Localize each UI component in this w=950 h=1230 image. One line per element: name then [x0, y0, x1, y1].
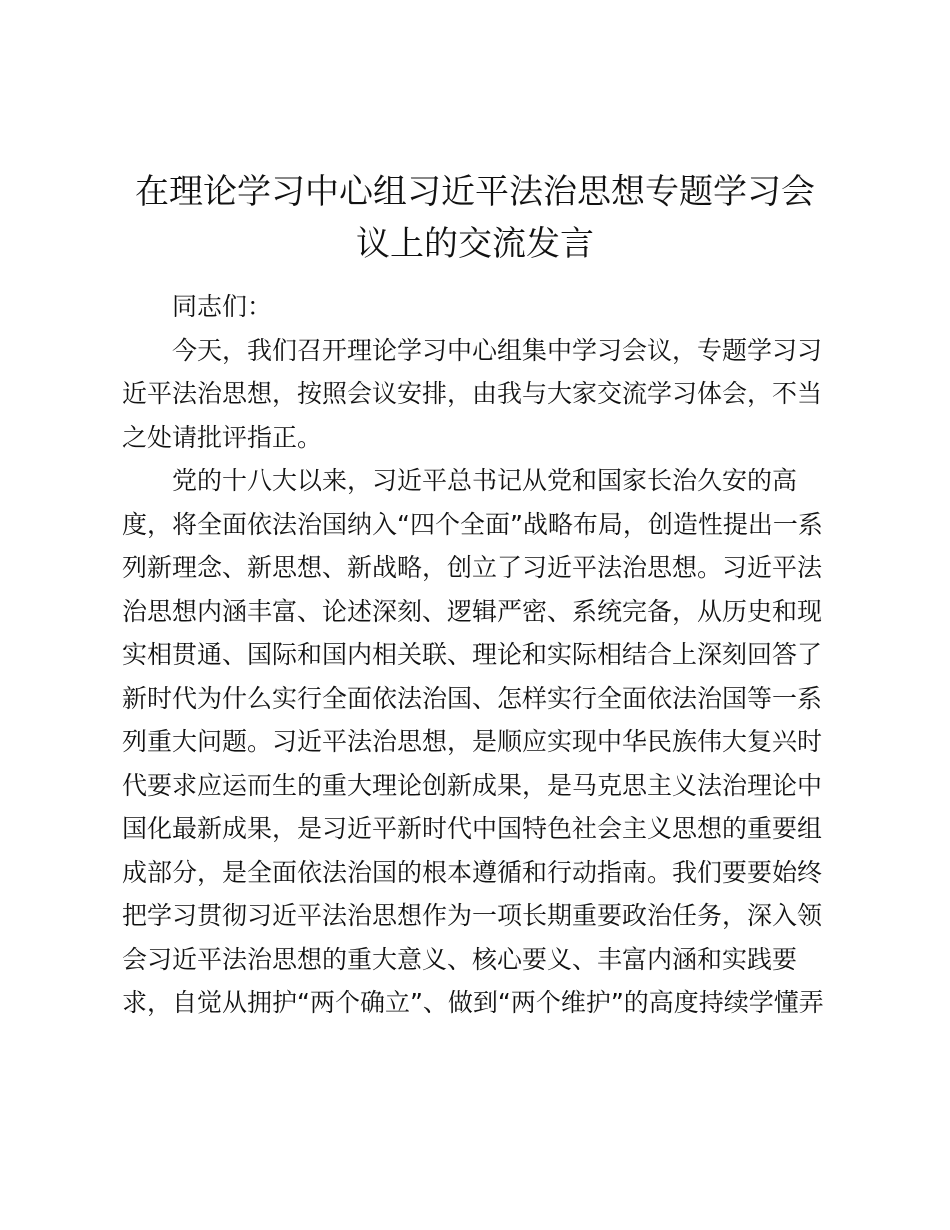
salutation: 同志们：	[172, 292, 273, 321]
paragraph-2-line-12: 会习近平法治思想的重大意义、核心要义、丰富内涵和实践要	[122, 944, 798, 974]
paragraph-2-line-3: 列新理念、新思想、新战略，创立了习近平法治思想。习近平法	[122, 553, 823, 582]
paragraph-2-line-11: 把学习贯彻习近平法治思想作为一项长期重要政治任务，深入领	[122, 901, 823, 930]
title-line-2: 议上的交流发言	[356, 224, 594, 264]
document-body	[122, 285, 822, 1025]
paragraph-2-line-6: 新时代为什么实行全面依法治国、怎样实行全面依法治国等一系	[122, 683, 823, 713]
paragraph-2-line-4: 治思想内涵丰富、论述深刻、逻辑严密、系统完备，从历史和现	[122, 596, 823, 626]
paragraph-2-line-8: 代要求应运而生的重大理论创新成果，是马克思主义法治理论中	[122, 770, 823, 800]
paragraph-1-line-1: 今天，我们召开理论学习中心组集中学习会议，专题学习习	[172, 335, 823, 365]
paragraph-2-line-2: 度，将全面依法治国纳入“四个全面”战略布局，创造性提出一系	[122, 509, 823, 539]
title-line-1: 在理论学习中心组习近平法治思想专题学习会	[135, 172, 815, 212]
paragraph-1-line-3: 之处请批评指正。	[122, 422, 323, 452]
paragraph-1-line-2: 近平法治思想，按照会议安排，由我与大家交流学习体会，不当	[122, 379, 823, 408]
paragraph-2-line-1: 党的十八大以来，习近平总书记从党和国家长治久安的高	[172, 466, 798, 495]
document-title	[122, 166, 828, 270]
paragraph-2-line-13: 求，自觉从拥护“两个确立”、做到“两个维护”的高度持续学懂弄	[122, 988, 824, 1017]
paragraph-2-line-5: 实相贯通、国际和国内相关联、理论和实际相结合上深刻回答了	[122, 640, 823, 669]
paragraph-2-line-7: 列重大问题。习近平法治思想，是顺应实现中华民族伟大复兴时	[122, 727, 823, 756]
paragraph-2-line-10: 成部分，是全面依法治国的根本遵循和行动指南。我们要要始终	[122, 857, 823, 887]
paragraph-2-line-9: 国化最新成果，是习近平新时代中国特色社会主义思想的重要组	[122, 814, 823, 843]
